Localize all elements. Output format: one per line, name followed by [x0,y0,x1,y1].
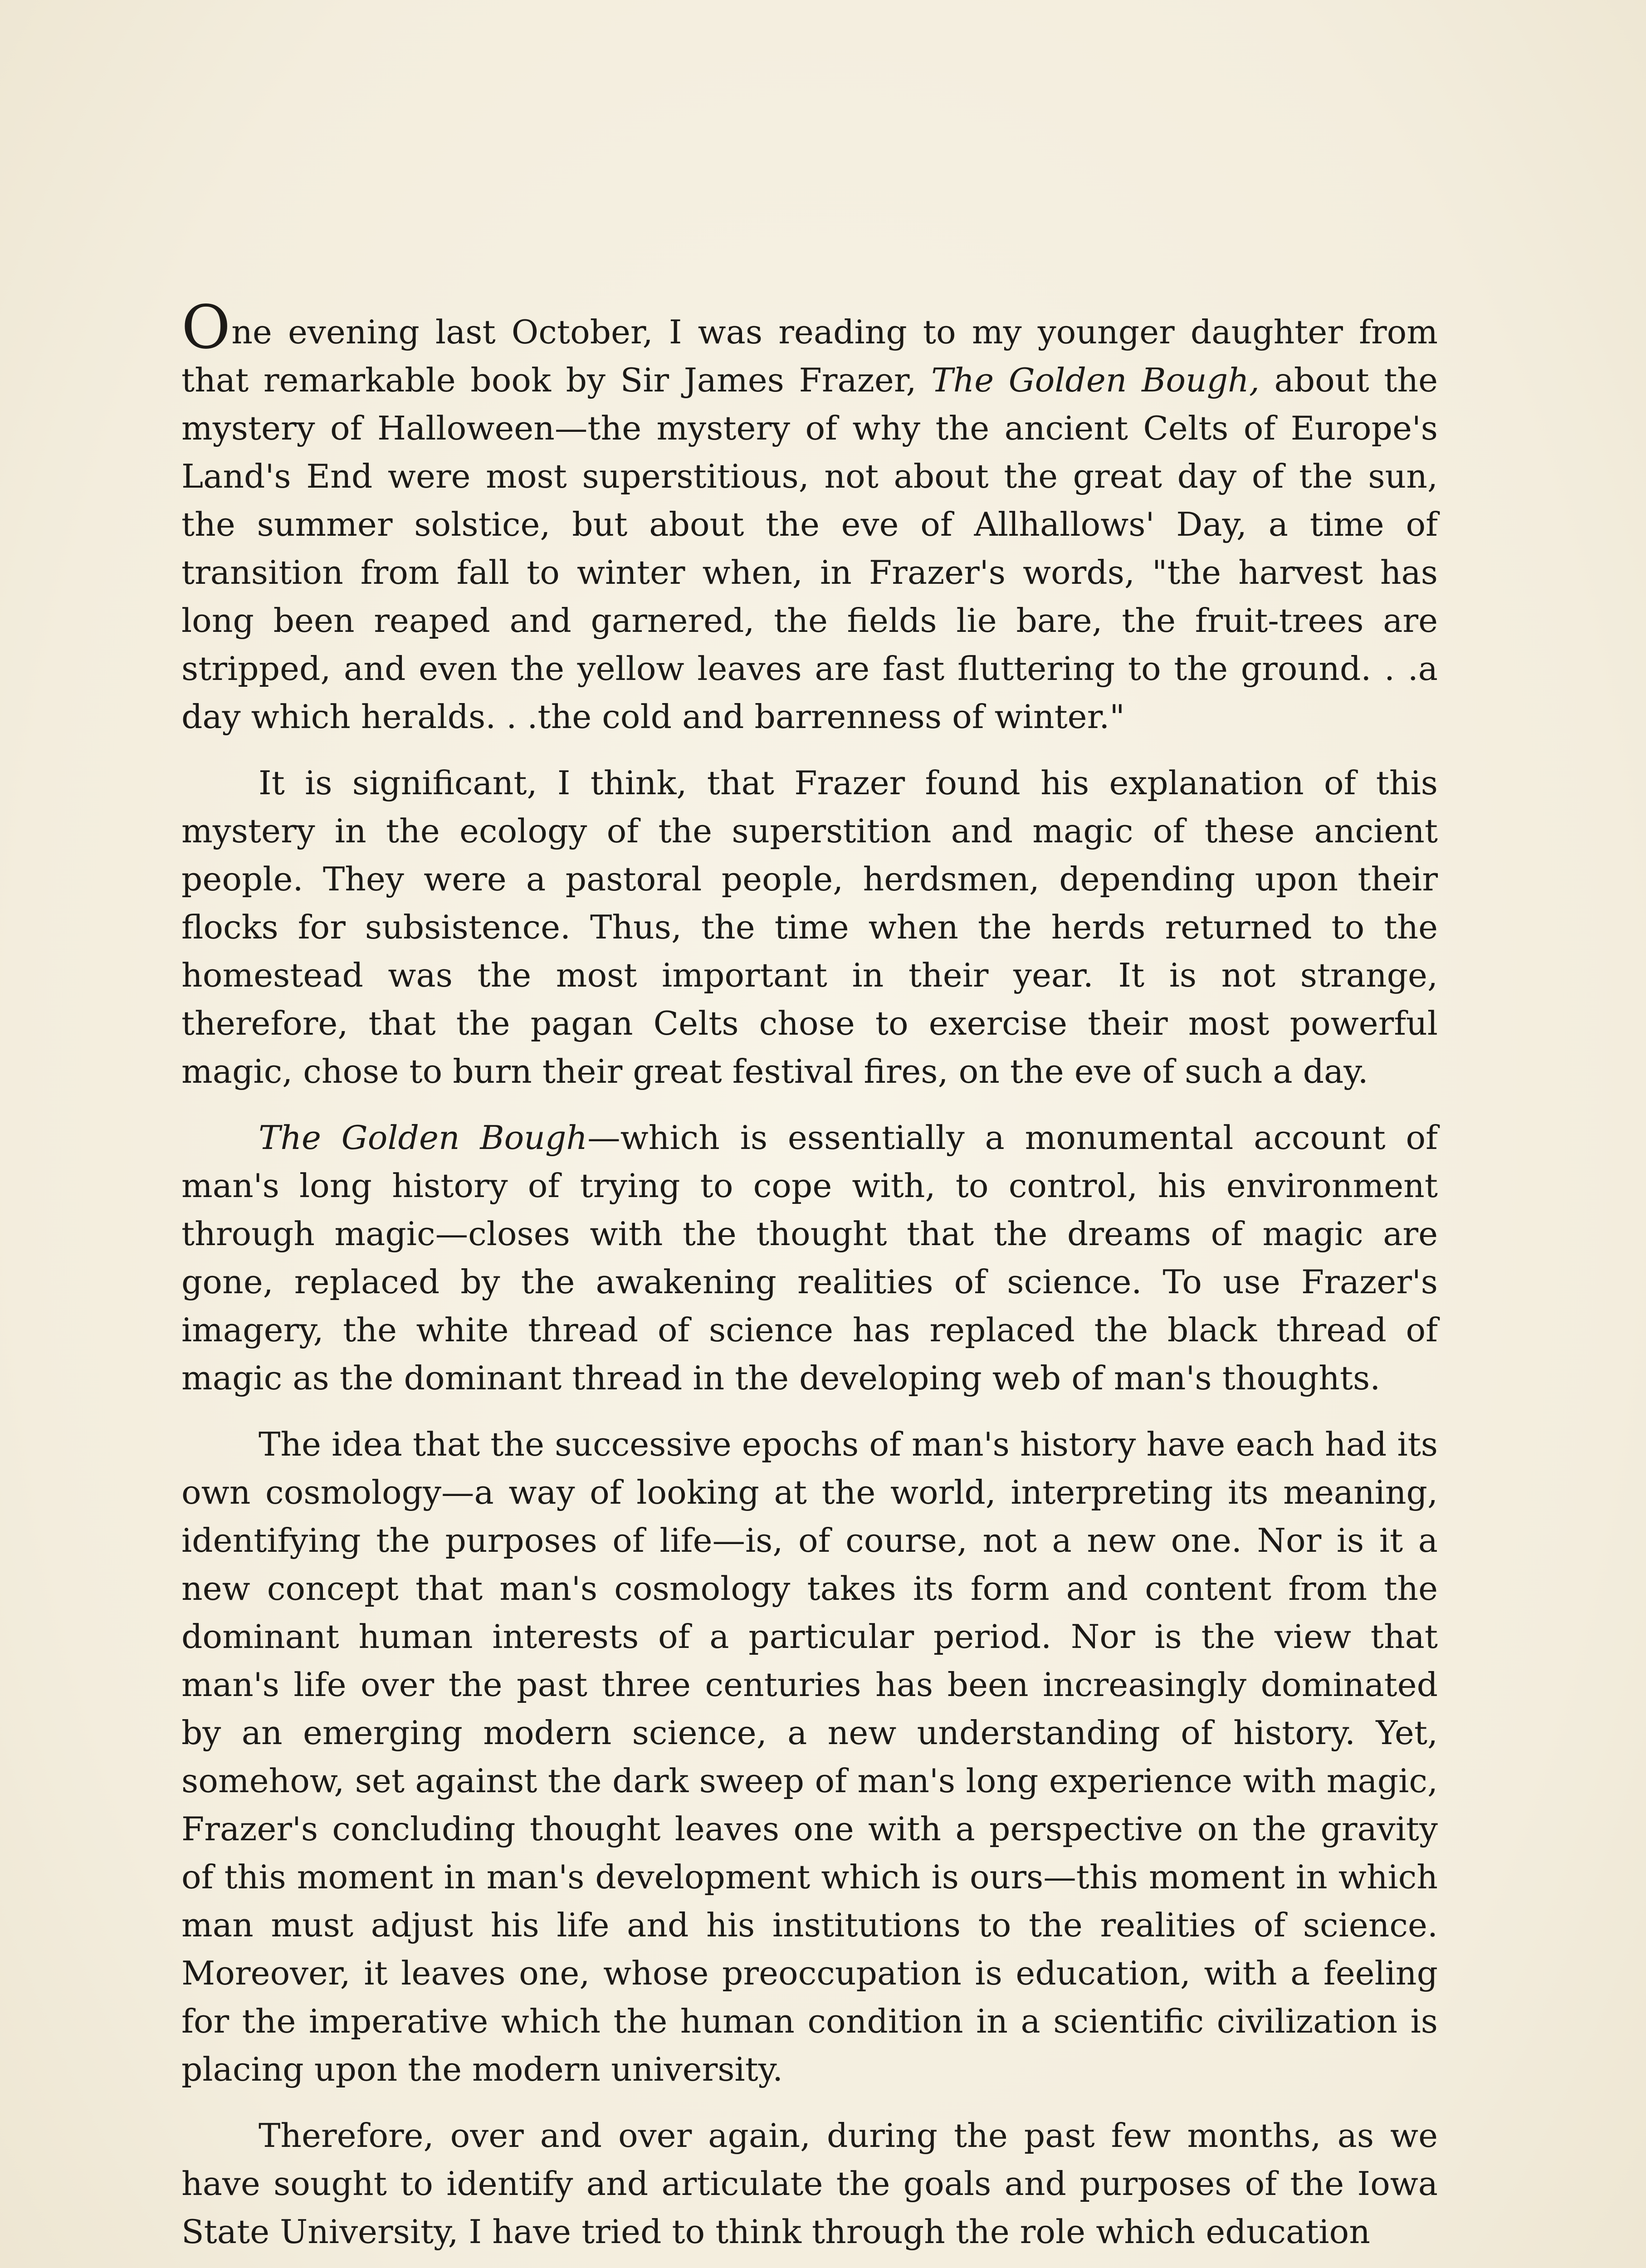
paragraph-3 [181,1114,1438,1403]
paragraph-3-text: —which is essentially a monumental account of man's long history of trying to cope with, to control, his environment through magic—closes with the thought that the dreams of magic are gone, replaced by the awakening realities of science. To use Frazer's imagery, the white thread of science has replaced the black thread of magic as the dominant thread in the developing web of man's thoughts. [181,1119,1438,1398]
paragraph-5: Therefore, over and over again, during the past few months, as we have sought to identify and articulate the goals and purposes of the Iowa State University, I have tried to think through the role which education [181,2117,1438,2251]
book-title: The Golden Bough [259,1119,588,1157]
drop-cap: O [181,293,231,362]
paragraph-1-text: ne evening last October, I was reading to my younger daughter from that remarkable book by Sir James Frazer, [181,313,1438,400]
book-title: The Golden Bough, [931,362,1260,400]
paragraph-1-tail: about the mystery of Halloween—the mystery of why the ancient Celts of Europe's Land's End were most superstitious, not about the great day of the sun, the summer solstice, but about the eve of Allhallows' Day, a time of transition from fall to winter when, in Frazer's words, "the harvest has long been reaped and garnered, the fields lie bare, the fruit-trees are stripped, and even the yellow leaves are fast fluttering to the ground. . .a day which heralds. . .the cold and barrenness of winter." [181,362,1438,736]
paragraph-4: The idea that the successive epochs of man's history have each had its own cosmology—a way of looking at the world, interpreting its meaning, identifying the purposes of life—is, of course, not a new one. Nor is it a new concept that man's cosmology takes its form and content from the dominant human interests of a particular period. Nor is the view that man's life over the past three centuries has been increasingly dominated by an emerging modern science, a new understanding of history. Yet, somehow, set against the dark sweep of man's long experience with magic, Frazer's concluding thought leaves one with a perspective on the gravity of this moment in man's development which is ours—this moment in which man must adjust his life and his institutions to the realities of science. Moreover, it leaves one, whose preoccupation is education, with a feeling for the imperative which the human condition in a scientific civilization is placing upon the modern university. [181,1426,1438,2089]
paragraph-2: It is significant, I think, that Frazer found his explanation of this mystery in the ecology of the superstition and magic of these ancient people. They were a pastoral people, herdsmen, depending upon their flocks for subsistence. Thus, the time when the herds returned to the homestead was the most important in their year. It is not strange, therefore, that the pagan Celts chose to exercise their most powerful magic, chose to burn their great festival fires, on the eve of such a day. [181,764,1438,1091]
paragraph-1 [181,293,1438,741]
body-text [181,293,1438,2268]
